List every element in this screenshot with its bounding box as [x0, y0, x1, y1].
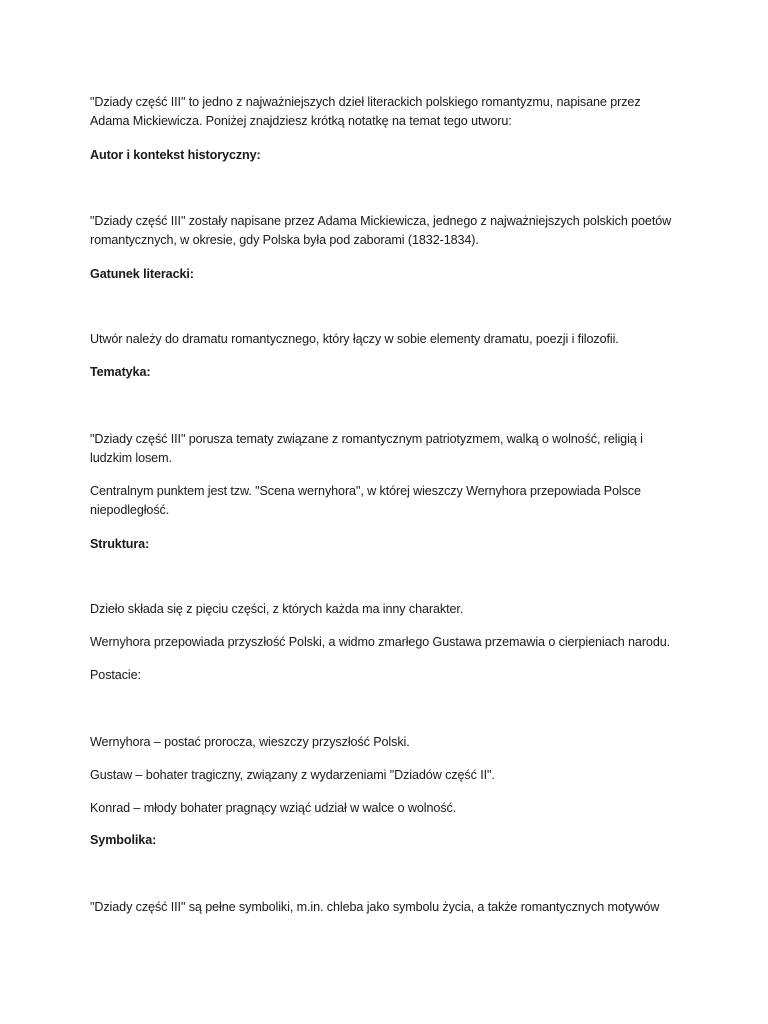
autor-line-1: "Dziady część III" zostały napisane przez Adama Mickiewicza, jednego z najważniejszych polskich poetów: [90, 214, 672, 228]
tematyka-line-1: "Dziady część III" porusza tematy związane z romantycznym patriotyzmem, walką o wolność, religią i: [90, 432, 643, 446]
tematyka2-line-2: niepodległość.: [90, 503, 170, 517]
struktura-line-2: Wernyhora przepowiada przyszłość Polski, a widmo zmarłego Gustawa przemawia o cierpieniach narodu.: [90, 635, 671, 649]
tematyka2-line-1: Centralnym punktem jest tzw. "Scena wernyhora", w której wieszczy Wernyhora przepowiada Polsce: [90, 484, 641, 498]
struktura-line-1: Dzieło składa się z pięciu części, z których każda ma inny charakter.: [90, 602, 464, 616]
intro-line-1: "Dziady część III" to jedno z najważniejszych dzieł literackich polskiego romantyzmu, napisane przez: [90, 95, 641, 109]
heading-autor: Autor i kontekst historyczny:: [90, 148, 261, 162]
postac-konrad: Konrad – młody bohater pragnący wziąć udział w walce o wolność.: [90, 801, 457, 815]
heading-tematyka: Tematyka:: [90, 365, 151, 379]
heading-gatunek: Gatunek literacki:: [90, 267, 194, 281]
postac-gustaw: Gustaw – bohater tragiczny, związany z wydarzeniami "Dziadów część II".: [90, 768, 495, 782]
autor-line-2: romantycznych, w okresie, gdy Polska była pod zaborami (1832-1834).: [90, 233, 479, 247]
heading-symbolika: Symbolika:: [90, 833, 157, 847]
heading-postacie: Postacie:: [90, 668, 141, 682]
tematyka-line-2: ludzkim losem.: [90, 451, 172, 465]
symbolika-line-1: "Dziady część III" są pełne symboliki, m.in. chleba jako symbolu życia, a także romantycznych motywów: [90, 900, 660, 914]
gatunek-line-1: Utwór należy do dramatu romantycznego, który łączy w sobie elementy dramatu, poezji i filozofii.: [90, 332, 619, 346]
postac-wernyhora: Wernyhora – postać prorocza, wieszczy przyszłość Polski.: [90, 735, 410, 749]
heading-struktura: Struktura:: [90, 537, 150, 551]
intro-line-2: Adama Mickiewicza. Poniżej znajdziesz krótką notatkę na temat tego utworu:: [90, 114, 512, 128]
